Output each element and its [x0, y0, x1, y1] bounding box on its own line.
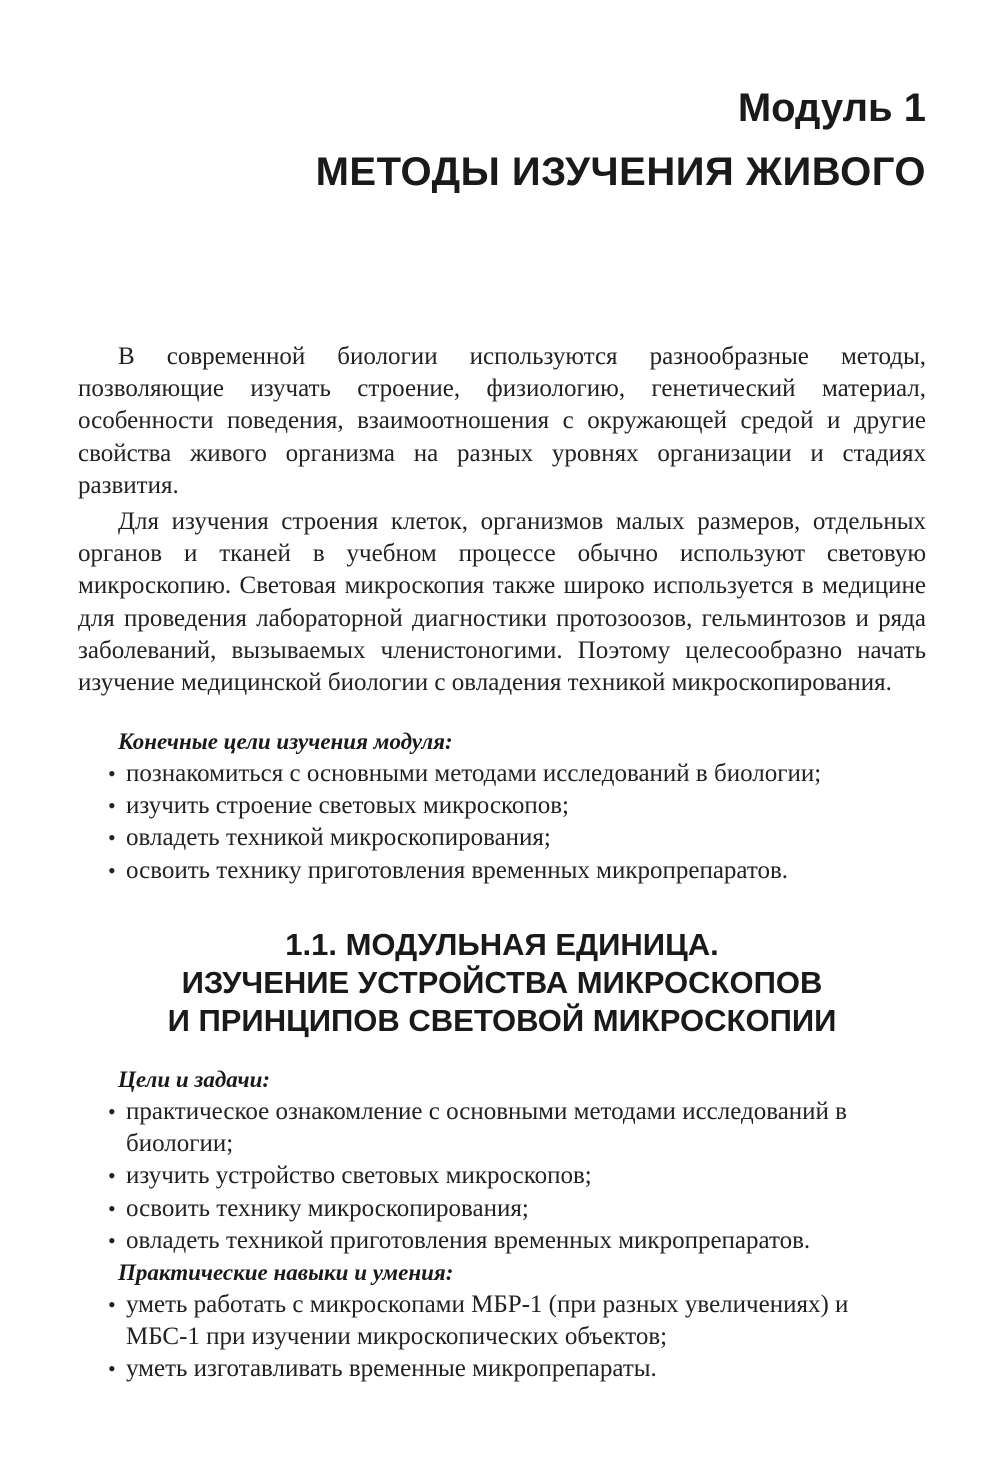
bullet-icon: •	[108, 793, 116, 819]
bullet-icon: •	[108, 825, 116, 851]
list-item	[78, 790, 926, 822]
list-item	[78, 758, 926, 790]
bullet-icon: •	[108, 1356, 116, 1382]
bullet-icon: •	[108, 1195, 116, 1221]
list-item-text: познакомиться с основными методами исследований в биологии;	[126, 760, 822, 787]
module-goals-list	[78, 758, 926, 887]
bullet-icon: •	[108, 1227, 116, 1253]
section-skills-list	[78, 1289, 926, 1386]
bullet-icon: •	[108, 1292, 116, 1318]
list-item-text: изучить строение световых микроскопов;	[126, 792, 569, 820]
bullet-icon: •	[108, 761, 116, 786]
section-title	[78, 926, 926, 1040]
list-item	[78, 1225, 926, 1257]
section-tasks	[78, 1064, 926, 1386]
section-title-line: 1.1. МОДУЛЬНАЯ ЕДИНИЦА.	[285, 927, 719, 962]
section-goals-heading: Цели и задачи:	[118, 1067, 271, 1092]
list-item	[78, 1289, 926, 1353]
list-item	[78, 855, 926, 887]
list-item-text: овладеть техникой микроскопирования;	[126, 824, 551, 852]
list-item	[78, 1353, 926, 1385]
list-item	[78, 1096, 926, 1160]
module-title: МЕТОДЫ ИЗУЧЕНИЯ ЖИВОГО	[315, 150, 926, 194]
list-item	[78, 822, 926, 854]
intro-paragraph: Для изучения строения клеток, организмов малых размеров, отдельных органов и тканей в учебном процессе обычно используют световую микроскопию. Световая микроскопия также широко используется в медицине для проведения лабораторной диагностики протозоозов, гельминтозов и ряда заболеваний, вызываемых членистоногими. Поэтому целесообразно начать изучение медицинской биологии с овладения техникой микроскопирования.	[78, 508, 926, 697]
intro-paragraph: В современной биологии используются разнообразные методы, позволяющие изучать строение, физиологию, генетический материал, особенности поведения, взаимоотношения с окружающей средой и другие свойства живого организма на разных уровнях организации и стадиях развития.	[78, 343, 926, 499]
list-item-text: освоить технику приготовления временных микропрепаратов.	[126, 856, 789, 884]
module-header	[316, 84, 926, 196]
list-item-text: овладеть техникой приготовления временных микропрепаратов.	[126, 1226, 811, 1254]
module-goals-heading: Конечные цели изучения модуля:	[118, 729, 453, 754]
list-item-text: освоить технику микроскопирования;	[126, 1194, 529, 1222]
intro-text	[78, 341, 926, 699]
bullet-icon: •	[108, 857, 116, 883]
module-goals	[78, 726, 926, 887]
bullet-icon: •	[108, 1099, 116, 1124]
section-skills-heading: Практические навыки и умения:	[118, 1260, 454, 1286]
module-label: Модуль 1	[737, 86, 926, 130]
list-item	[78, 1193, 926, 1225]
list-item-text: уметь изготавливать временные микропрепараты.	[126, 1355, 657, 1383]
section-title-line: И ПРИНЦИПОВ СВЕТОВОЙ МИКРОСКОПИИ	[167, 1003, 837, 1038]
list-item-text: изучить устройство световых микроскопов;	[126, 1162, 592, 1190]
list-item-text: уметь работать с микроскопами МБР-1 (при разных увеличениях) и МБС-1 при изучении микроскопических объектов;	[126, 1291, 849, 1351]
list-item	[78, 1160, 926, 1192]
section-title-line: ИЗУЧЕНИЕ УСТРОЙСТВА МИКРОСКОПОВ	[181, 965, 823, 1000]
section-goals-list	[78, 1096, 926, 1257]
list-item-text: практическое ознакомление с основными методами исследований в биологии;	[126, 1098, 847, 1158]
bullet-icon: •	[108, 1163, 116, 1189]
